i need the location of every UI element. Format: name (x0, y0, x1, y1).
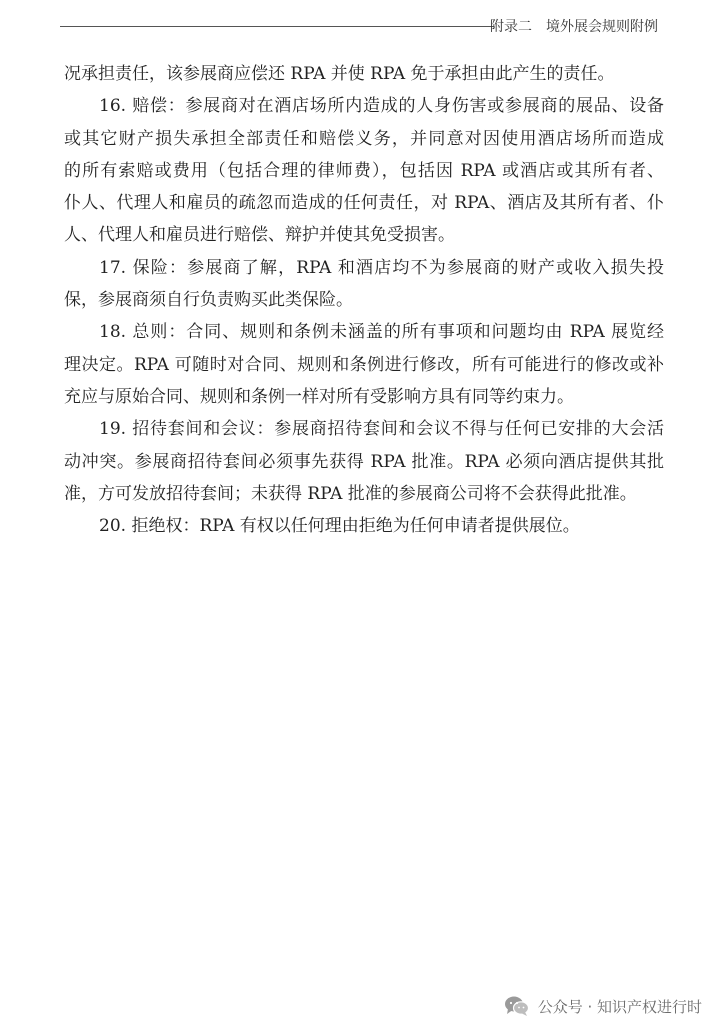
text-line: 19. 招待套间和会议：参展商招待套间和会议不得与任何已安排的大会活 (99, 419, 664, 440)
text-line: 充应与原始合同、规则和条例一样对所有受影响方具有同等约束力。 (64, 386, 574, 407)
text-line: 18. 总则：合同、规则和条例未涵盖的所有事项和问题均由 RPA 展览经 (99, 322, 664, 343)
text-line: 20. 拒绝权：RPA 有权以任何理由拒绝为任何申请者提供展位。 (99, 516, 580, 537)
wechat-icon (504, 995, 530, 1017)
text-line: 动冲突。参展商招待套间必须事先获得 RPA 批准。RPA 必须向酒店提供其批 (64, 451, 664, 472)
watermark (504, 993, 702, 1019)
document-body (64, 58, 664, 542)
text-line: 或其它财产损失承担全部责任和赔偿义务，并同意对因使用酒店场所而造成 (64, 128, 664, 149)
text-line: 仆人、代理人和雇员的疏忽而造成的任何责任，对 RPA、酒店及其所有者、仆 (64, 193, 664, 214)
header-rule (60, 26, 494, 27)
text-line: 准，方可发放招待套间；未获得 RPA 批准的参展商公司将不会获得此批准。 (64, 483, 637, 504)
text-line: 保，参展商须自行负责购买此类保险。 (64, 290, 353, 311)
text-line: 16. 赔偿：参展商对在酒店场所内造成的人身伤害或参展商的展品、设备 (99, 96, 664, 117)
header-title: 境外展会规则附例 (546, 19, 658, 35)
text-line: 况承担责任，该参展商应偿还 RPA 并使 RPA 免于承担由此产生的责任。 (64, 64, 615, 84)
text-line: 人、代理人和雇员进行赔偿、辩护并使其免受损害。 (64, 225, 455, 246)
running-header (60, 14, 660, 44)
header-part: 附录二 (490, 19, 532, 35)
text-line: 17. 保险：参展商了解，RPA 和酒店均不为参展商的财产或收入损失投 (99, 257, 664, 278)
text-line: 的所有索赔或费用（包括合理的律师费），包括因 RPA 或酒店或其所有者、 (64, 160, 664, 181)
header-text (490, 16, 658, 36)
text-line: 理决定。RPA 可随时对合同、规则和条例进行修改，所有可能进行的修改或补 (64, 354, 664, 375)
watermark-text: 公众号 · 知识产权进行时 (537, 997, 702, 1016)
